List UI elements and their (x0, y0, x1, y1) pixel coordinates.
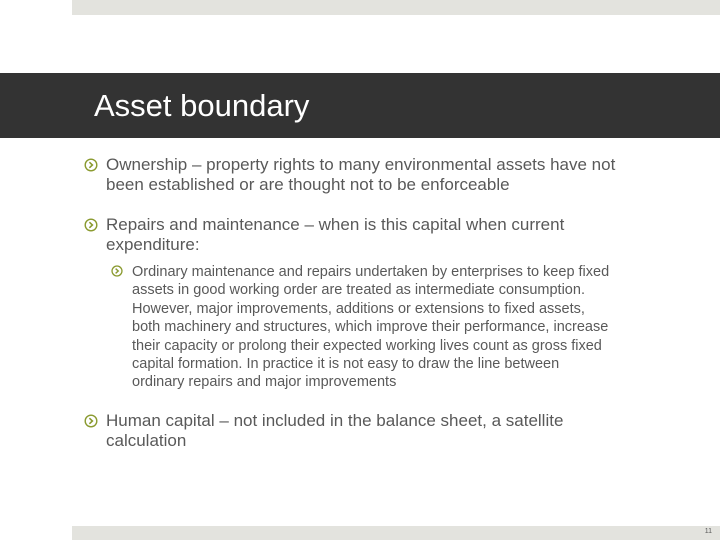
top-decor-band (72, 0, 720, 15)
page-number: 11 (704, 528, 712, 535)
bullet-text-line: calculation (106, 431, 187, 450)
bullet-text-line: expenditure: (106, 235, 200, 254)
bullet-text-line: Repairs and maintenance – when is this capital when current (106, 215, 565, 234)
circled-chevron-icon (84, 414, 98, 428)
bullet-text-line: Ownership – property rights to many environmental assets have not (106, 155, 616, 174)
sub-bullet-text-line: However, major improvements, additions or extensions to fixed assets, (132, 300, 585, 317)
sub-bullet-text-line: Ordinary maintenance and repairs undertaken by enterprises to keep fixed (132, 264, 610, 280)
circled-chevron-icon (111, 265, 123, 277)
slide-title: Asset boundary (94, 88, 310, 123)
circled-chevron-icon (84, 158, 98, 172)
bullet-text-line: been established or are thought not to be enforceable (106, 175, 510, 194)
sub-bullet-text-line: capital formation. In practice it is not easy to draw the line between (132, 356, 560, 373)
bottom-decor-band (72, 526, 720, 540)
circled-chevron-icon (84, 218, 98, 232)
sub-bullet-text-line: their capacity or prolong their expected working lives count as gross fixed (132, 337, 602, 354)
sub-bullet-text-line: both machinery and structures, which improve their performance, increase (132, 319, 609, 336)
sub-bullet-text-line: assets in good working order are treated as intermediate consumption. (132, 282, 585, 299)
bullet-text-line: Human capital – not included in the balance sheet, a satellite (106, 411, 564, 430)
sub-bullet-text-line: ordinary repairs and major improvements (132, 374, 397, 391)
